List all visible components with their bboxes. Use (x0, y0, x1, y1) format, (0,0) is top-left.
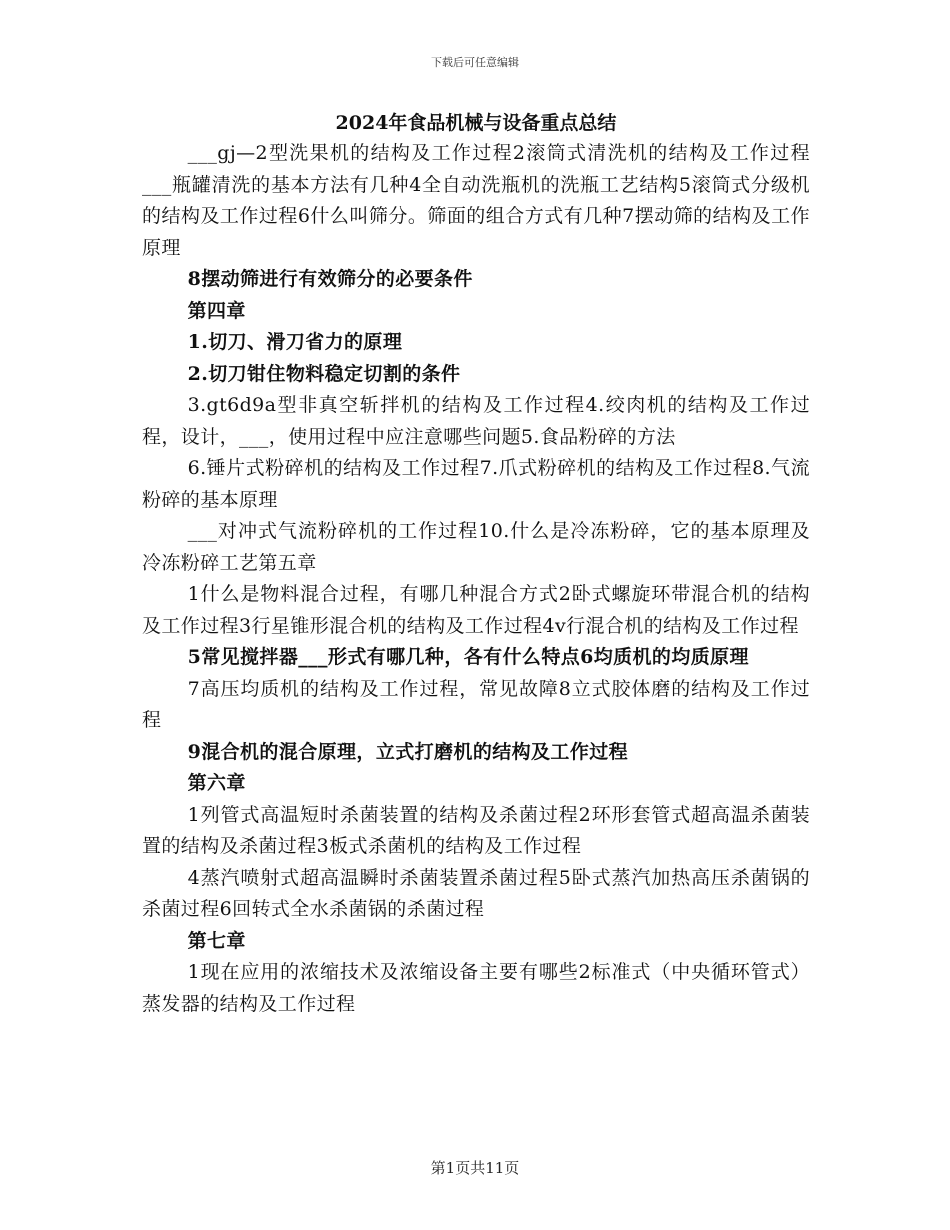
paragraph: 6.锤片式粉碎机的结构及工作过程7.爪式粉碎机的结构及工作过程8.气流粉碎的基本原理 (142, 457, 810, 511)
paragraph: 7高压均质机的结构及工作过程，常见故障8立式胶体磨的结构及工作过程 (142, 677, 810, 731)
page-header: 下载后可任意编辑 (431, 56, 519, 69)
chapter-heading: 第四章 (187, 299, 246, 322)
chapter-heading: 第六章 (187, 772, 246, 794)
document-title: 2024年食品机械与设备重点总结 (335, 112, 617, 134)
paragraph: 8摆动筛进行有效筛分的必要条件 (187, 268, 473, 290)
paragraph: ___对冲式气流粉碎机的工作过程10.什么是冷冻粉碎，它的基本原理及冷冻粉碎工艺第五章 (142, 520, 810, 574)
paragraph: 2.切刀钳住物料稳定切割的条件 (187, 362, 461, 385)
paragraph: 4蒸汽喷射式超高温瞬时杀菌装置杀菌过程5卧式蒸汽加热高压杀菌锅的杀菌过程6回转式全水杀菌锅的杀菌过程 (142, 866, 810, 920)
paragraph: ___gj—2型洗果机的结构及工作过程2滚筒式清洗机的结构及工作过程___瓶罐清洗的基本方法有几种4全自动洗瓶机的洗瓶工艺结构5滚筒式分级机的结构及工作过程6什么叫筛分。筛面的组合方式有几种7摆动筛的结构及工作原理 (142, 142, 810, 259)
paragraph: 9混合机的混合原理，立式打磨机的结构及工作过程 (187, 740, 629, 763)
chapter-heading: 第七章 (187, 929, 246, 952)
page-footer: 第1页共11页 (430, 1159, 520, 1177)
paragraph: 1现在应用的浓缩技术及浓缩设备主要有哪些2标准式（中央循环管式）蒸发器的结构及工作过程 (142, 961, 810, 1015)
paragraph: 5常见搅拌器___形式有哪几种，各有什么特点6均质机的均质原理 (187, 646, 749, 668)
paragraph: 1什么是物料混合过程，有哪几种混合方式2卧式螺旋环带混合机的结构及工作过程3行星锥形混合机的结构及工作过程4v行混合机的结构及工作过程 (142, 583, 810, 637)
paragraph: 1列管式高温短时杀菌装置的结构及杀菌过程2环形套管式超高温杀菌装置的结构及杀菌过程3板式杀菌机的结构及工作过程 (142, 803, 810, 857)
paragraph: 3.gt6d9a型非真空斩拌机的结构及工作过程4.绞肉机的结构及工作过程，设计，___，使用过程中应注意哪些问题5.食品粉碎的方法 (142, 394, 810, 448)
document-body (142, 108, 810, 1020)
paragraph: 1.切刀、滑刀省力的原理 (187, 331, 403, 353)
